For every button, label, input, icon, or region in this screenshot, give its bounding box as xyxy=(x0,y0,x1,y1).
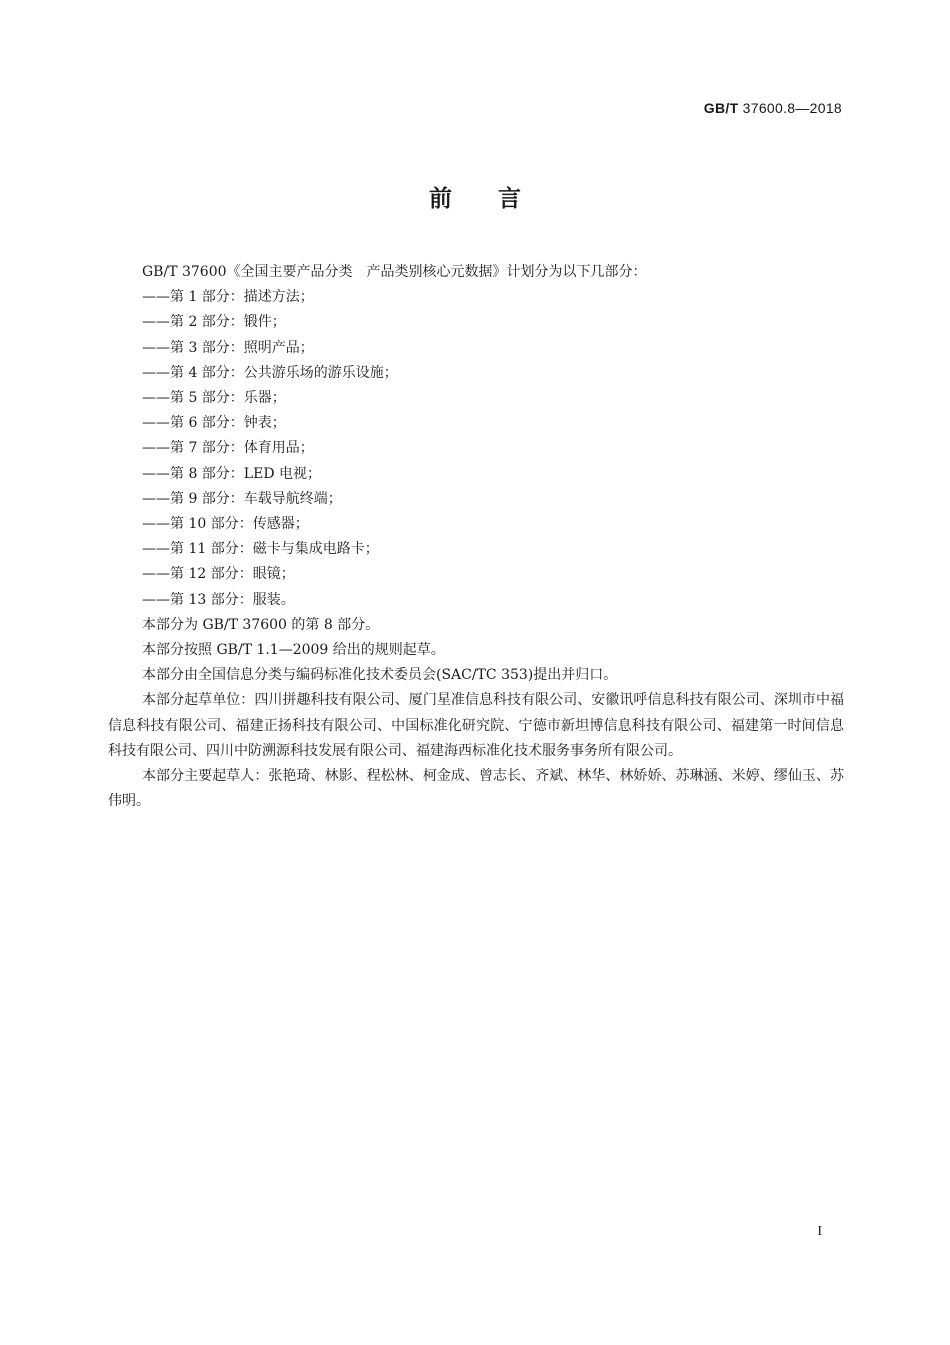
part-item: ——第 7 部分：体育用品； xyxy=(142,440,314,457)
part-item: ——第 5 部分：乐器； xyxy=(142,390,286,407)
page-number: I xyxy=(817,1224,822,1239)
foreword-body xyxy=(108,260,844,814)
part-item: ——第 10 部分：传感器； xyxy=(142,516,309,533)
part-item: ——第 6 部分：钟表； xyxy=(142,415,286,432)
part-item: ——第 1 部分：描述方法； xyxy=(142,289,314,306)
part-item: ——第 4 部分：公共游乐场的游乐设施； xyxy=(142,364,398,381)
body-paragraph: 本部分为 GB/T 37600 的第 8 部分。 xyxy=(142,616,380,633)
drafters-paragraph: 本部分主要起草人：张艳琦、林影、程松林、柯金成、曾志长、齐斌、林华、林娇娇、苏琳涵、米婷、缪仙玉、苏伟明。 xyxy=(108,768,844,810)
part-item: ——第 8 部分：LED 电视； xyxy=(142,465,321,482)
body-paragraph: 本部分按照 GB/T 1.1—2009 给出的规则起草。 xyxy=(142,642,445,659)
intro-paragraph: GB/T 37600《全国主要产品分类 产品类别核心元数据》计划分为以下几部分： xyxy=(142,264,647,280)
part-item: ——第 11 部分：磁卡与集成电路卡； xyxy=(142,541,379,558)
part-item: ——第 13 部分：服装。 xyxy=(142,591,295,608)
doc-prefix: GB/T xyxy=(703,100,739,116)
part-item: ——第 3 部分：照明产品； xyxy=(142,339,314,356)
document-header xyxy=(704,100,842,116)
doc-number: 37600.8—2018 xyxy=(742,100,842,116)
body-paragraph: 本部分由全国信息分类与编码标准化技术委员会(SAC/TC 353)提出并归口。 xyxy=(142,667,618,684)
part-item: ——第 9 部分：车载导航终端； xyxy=(142,490,342,507)
page-title: 前言 xyxy=(429,186,567,212)
part-item: ——第 2 部分：锻件； xyxy=(142,314,286,331)
part-item: ——第 12 部分：眼镜； xyxy=(142,566,295,583)
drafting-units-paragraph: 本部分起草单位：四川拼趣科技有限公司、厦门星准信息科技有限公司、安徽讯呼信息科技有限公司、深圳市中福信息科技有限公司、福建正扬科技有限公司、中国标准化研究院、宁德市新坦博信息科技有限公司、福建第一时间信息科技有限公司、四川中防溯源科技发展有限公司、福建海西标准化技术服务事务所有限公司。 xyxy=(108,692,844,759)
